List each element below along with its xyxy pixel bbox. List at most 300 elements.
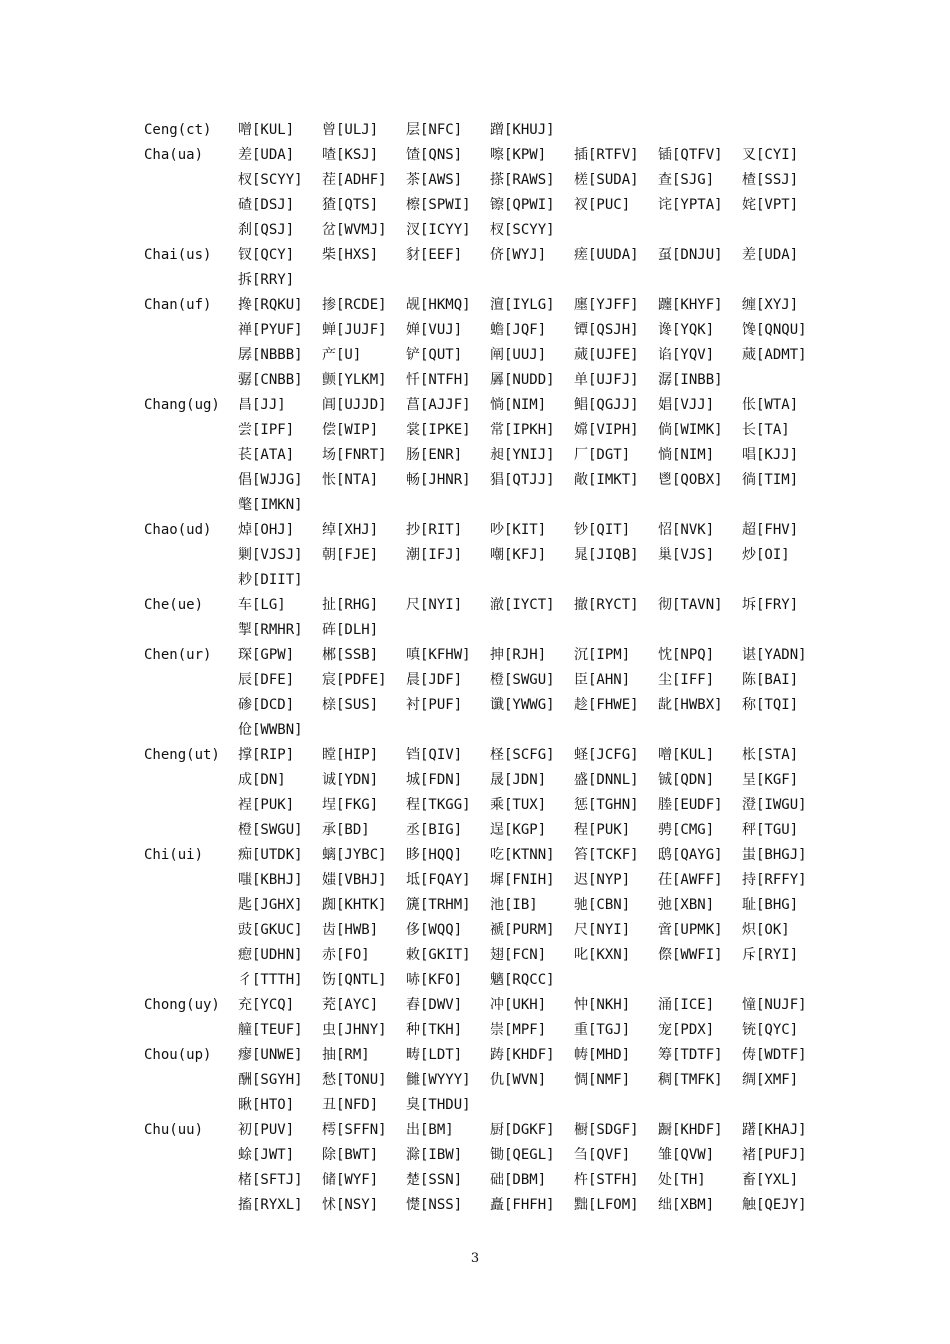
character-code: 碜[DCD] xyxy=(238,697,295,713)
character-code: 彳[TTTH] xyxy=(238,972,303,988)
character-code-grid xyxy=(238,1043,826,1118)
character-code: 昶[YNIJ] xyxy=(490,447,555,463)
character-code: 镲[QPWI] xyxy=(490,197,555,213)
character-code: 涌[ICE] xyxy=(658,997,715,1013)
character-code-grid xyxy=(238,1118,826,1218)
character-code: 城[FDN] xyxy=(406,772,463,788)
character-code: 绌[XBM] xyxy=(658,1197,715,1213)
character-code: 蟾[JQF] xyxy=(490,322,547,338)
character-code: 衩[PUC] xyxy=(574,197,631,213)
character-code: 抄[RIT] xyxy=(406,522,463,538)
character-code: 钗[QCY] xyxy=(238,247,295,263)
character-code: 弛[XBN] xyxy=(658,897,715,913)
character-code: 骣[CNBB] xyxy=(238,372,303,388)
character-code: 艟[TEUF] xyxy=(238,1022,303,1038)
character-code: 樗[SFFN] xyxy=(322,1122,387,1138)
character-code: 迟[NYP] xyxy=(574,872,631,888)
character-code: 阐[UUJ] xyxy=(490,347,547,363)
character-code: 诧[YPTA] xyxy=(658,197,723,213)
character-code: 乘[TUX] xyxy=(490,797,547,813)
character-code: 产[U] xyxy=(322,347,362,363)
character-code: 琛[GPW] xyxy=(238,647,295,663)
character-code: 畜[YXL] xyxy=(742,1172,799,1188)
character-code: 程[TKGG] xyxy=(406,797,471,813)
character-code: 仇[WVN] xyxy=(490,1072,547,1088)
pinyin-entry xyxy=(144,393,826,518)
character-code: 稠[TMFK] xyxy=(658,1072,723,1088)
character-code: 雠[WYYY] xyxy=(406,1072,471,1088)
character-code: 馇[QNS] xyxy=(406,147,463,163)
character-code: 筹[TDTF] xyxy=(658,1047,723,1063)
character-code: 谄[YQV] xyxy=(658,347,715,363)
character-code: 羼[NUDD] xyxy=(490,372,555,388)
character-code: 驰[CBN] xyxy=(574,897,631,913)
character-code-grid xyxy=(238,593,826,643)
pinyin-entry xyxy=(144,593,826,643)
character-code: 除[BWT] xyxy=(322,1147,379,1163)
character-code: 敕[GKIT] xyxy=(406,947,471,963)
character-code: 单[UJFJ] xyxy=(574,372,639,388)
character-code: 鸱[QAYG] xyxy=(658,847,723,863)
character-code: 潮[IFJ] xyxy=(406,547,463,563)
character-code: 孱[NBBB] xyxy=(238,347,303,363)
character-code: 觇[HKMQ] xyxy=(406,297,471,313)
character-code: 噌[KUL] xyxy=(658,747,715,763)
character-code: 冲[UKH] xyxy=(490,997,547,1013)
character-code: 差[UDA] xyxy=(742,247,799,263)
character-code: 刹[QSJ] xyxy=(238,222,295,238)
pinyin-label: Ceng(ct) xyxy=(144,122,212,138)
character-code: 沉[IPM] xyxy=(574,647,631,663)
character-code: 啻[UPMK] xyxy=(658,922,723,938)
character-code: 笞[TCKF] xyxy=(574,847,639,863)
character-code: 傺[WWFI] xyxy=(658,947,723,963)
pinyin-entry xyxy=(144,243,826,293)
character-code: 搽[RAWS] xyxy=(490,172,555,188)
character-code-grid xyxy=(238,518,826,593)
character-code: 褚[PUFJ] xyxy=(742,1147,807,1163)
character-code: 哧[KFO] xyxy=(406,972,463,988)
character-code: 舂[DWV] xyxy=(406,997,463,1013)
character-code: 滁[IBW] xyxy=(406,1147,463,1163)
character-code: 杈[SCYY] xyxy=(238,172,303,188)
character-code: 黜[LFOM] xyxy=(574,1197,639,1213)
character-code: 澈[IYCT] xyxy=(490,597,555,613)
character-code: 榇[SUS] xyxy=(322,697,379,713)
character-code: 铛[QIV] xyxy=(406,747,463,763)
character-code: 查[SJG] xyxy=(658,172,715,188)
character-code: 躔[KHYF] xyxy=(658,297,723,313)
character-code: 赤[FO] xyxy=(322,947,370,963)
character-code: 惝[NIM] xyxy=(490,397,547,413)
character-code-grid xyxy=(238,993,826,1043)
character-code: 痴[UTDK] xyxy=(238,847,303,863)
character-code: 宸[PDFE] xyxy=(322,672,387,688)
pinyin-entry xyxy=(144,518,826,593)
character-code: 氅[IMKN] xyxy=(238,497,303,513)
pinyin-entry xyxy=(144,293,826,393)
character-code: 饬[QNTL] xyxy=(322,972,387,988)
character-code: 缠[XYJ] xyxy=(742,297,799,313)
character-code: 裳[IPKE] xyxy=(406,422,471,438)
character-code: 差[UDA] xyxy=(238,147,295,163)
character-code: 怅[NTA] xyxy=(322,472,379,488)
character-code: 秤[TGU] xyxy=(742,822,799,838)
character-code: 忱[NPQ] xyxy=(658,647,715,663)
character-code: 郴[SSB] xyxy=(322,647,379,663)
character-code: 趁[FHWE] xyxy=(574,697,639,713)
page-number: 3 xyxy=(470,1251,480,1266)
character-code: 惩[TGHN] xyxy=(574,797,639,813)
character-code: 雏[QVW] xyxy=(658,1147,715,1163)
character-code: 眵[HQQ] xyxy=(406,847,463,863)
character-code: 楮[SFTJ] xyxy=(238,1172,303,1188)
character-code: 锸[QTFV] xyxy=(658,147,723,163)
character-code: 苌[ATA] xyxy=(238,447,295,463)
character-code: 楚[SSN] xyxy=(406,1172,463,1188)
character-code: 蒇[ADMT] xyxy=(742,347,807,363)
character-code: 搀[RQKU] xyxy=(238,297,303,313)
character-code: 绰[XHJ] xyxy=(322,522,379,538)
character-code: 抻[RJH] xyxy=(490,647,547,663)
character-code: 阊[UJJD] xyxy=(322,397,387,413)
character-code: 承[BD] xyxy=(322,822,370,838)
character-code: 厂[DGT] xyxy=(574,447,631,463)
character-code: 瞅[HTO] xyxy=(238,1097,295,1113)
character-code: 丞[BIG] xyxy=(406,822,463,838)
character-code: 柽[SCFG] xyxy=(490,747,555,763)
character-code: 重[TGJ] xyxy=(574,1022,631,1038)
pinyin-label: Chu(uu) xyxy=(144,1122,204,1138)
character-code: 焯[OHJ] xyxy=(238,522,295,538)
pinyin-entry xyxy=(144,1118,826,1218)
character-code: 吵[KIT] xyxy=(490,522,547,538)
character-code: 铳[QYC] xyxy=(742,1022,799,1038)
character-code: 踌[KHDF] xyxy=(490,1047,555,1063)
character-code-grid xyxy=(238,293,826,393)
character-code: 愁[TONU] xyxy=(322,1072,387,1088)
character-code: 触[QEJY] xyxy=(742,1197,807,1213)
character-code: 朝[FJE] xyxy=(322,547,379,563)
pinyin-index-list xyxy=(144,118,826,1218)
character-code: 侪[WYJ] xyxy=(490,247,547,263)
character-code: 嘲[KFJ] xyxy=(490,547,547,563)
character-code: 程[PUK] xyxy=(574,822,631,838)
character-code: 撑[RIP] xyxy=(238,747,295,763)
character-code: 汊[ICYY] xyxy=(406,222,471,238)
character-code: 俦[WDTF] xyxy=(742,1047,807,1063)
pinyin-label: Chi(ui) xyxy=(144,847,204,863)
character-code: 橙[SWGU] xyxy=(490,672,555,688)
character-code: 侈[WQQ] xyxy=(406,922,463,938)
pinyin-label: Chou(up) xyxy=(144,1047,212,1063)
character-code: 抽[RM] xyxy=(322,1047,370,1063)
pinyin-label: Cheng(ut) xyxy=(144,747,220,763)
character-code: 偿[WIP] xyxy=(322,422,379,438)
character-code: 掣[RMHR] xyxy=(238,622,303,638)
character-code: 处[TH] xyxy=(658,1172,706,1188)
character-code: 怵[NSY] xyxy=(322,1197,379,1213)
character-code: 炒[OI] xyxy=(742,547,790,563)
character-code: 楂[SSJ] xyxy=(742,172,799,188)
character-code: 裎[PUK] xyxy=(238,797,295,813)
character-code: 蒇[UJFE] xyxy=(574,347,639,363)
character-code: 橱[SDGF] xyxy=(574,1122,639,1138)
character-code: 车[LG] xyxy=(238,597,286,613)
character-code: 猖[QTJJ] xyxy=(490,472,555,488)
character-code: 谶[YWWG] xyxy=(490,697,555,713)
character-code: 颤[YLKM] xyxy=(322,372,387,388)
character-code: 称[TQI] xyxy=(742,697,799,713)
character-code: 瘥[UUDA] xyxy=(574,247,639,263)
character-code: 埕[FKG] xyxy=(322,797,379,813)
character-code: 岔[WVMJ] xyxy=(322,222,387,238)
character-code: 蚩[BHGJ] xyxy=(742,847,807,863)
character-code: 晨[JDF] xyxy=(406,672,463,688)
pinyin-entry xyxy=(144,643,826,743)
character-code: 呈[KGF] xyxy=(742,772,799,788)
character-code: 肠[ENR] xyxy=(406,447,463,463)
character-code: 杈[SCYY] xyxy=(490,222,555,238)
character-code: 剿[VJSJ] xyxy=(238,547,303,563)
character-code-grid xyxy=(238,243,826,293)
character-code: 潺[INBB] xyxy=(658,372,723,388)
character-code: 瞠[HIP] xyxy=(322,747,379,763)
character-code: 钞[QIT] xyxy=(574,522,631,538)
character-code: 插[RTFV] xyxy=(574,147,639,163)
character-code: 喳[KSJ] xyxy=(322,147,379,163)
character-code: 蹰[KHDF] xyxy=(658,1122,723,1138)
character-code: 绸[XMF] xyxy=(742,1072,799,1088)
character-code: 巢[VJS] xyxy=(658,547,715,563)
pinyin-entry xyxy=(144,993,826,1043)
pinyin-label: Che(ue) xyxy=(144,597,204,613)
character-code: 镡[QSJH] xyxy=(574,322,639,338)
character-code: 伧[WWBN] xyxy=(238,722,303,738)
pinyin-label: Chao(ud) xyxy=(144,522,212,538)
character-code: 拆[RRY] xyxy=(238,272,295,288)
character-code: 辰[DFE] xyxy=(238,672,295,688)
character-code: 茶[AWS] xyxy=(406,172,463,188)
character-code: 姹[VPT] xyxy=(742,197,799,213)
character-code: 出[BM] xyxy=(406,1122,454,1138)
pinyin-entry xyxy=(144,843,826,993)
character-code: 瘛[UDHN] xyxy=(238,947,303,963)
character-code: 杵[STFH] xyxy=(574,1172,639,1188)
character-code: 媸[VBHJ] xyxy=(322,872,387,888)
character-code: 储[WYF] xyxy=(322,1172,379,1188)
character-code: 嗔[KFHW] xyxy=(406,647,471,663)
pinyin-label: Chang(ug) xyxy=(144,397,220,413)
character-code: 陈[BAI] xyxy=(742,672,799,688)
character-code: 吃[KTNN] xyxy=(490,847,555,863)
character-code: 墀[FNIH] xyxy=(490,872,555,888)
character-code: 蹭[KHUJ] xyxy=(490,122,555,138)
character-code: 篪[TRHM] xyxy=(406,897,471,913)
character-code-grid xyxy=(238,393,826,518)
character-code: 铖[QDN] xyxy=(658,772,715,788)
character-code: 塍[EUDF] xyxy=(658,797,723,813)
character-code: 唱[KJJ] xyxy=(742,447,799,463)
character-code: 蛏[JCFG] xyxy=(574,747,639,763)
character-code: 躇[KHAJ] xyxy=(742,1122,807,1138)
character-code: 搐[RYXL] xyxy=(238,1197,303,1213)
character-code: 禅[PYUF] xyxy=(238,322,303,338)
character-code: 螭[JYBC] xyxy=(322,847,387,863)
character-code: 憧[NUJF] xyxy=(742,997,807,1013)
character-code: 锄[QEGL] xyxy=(490,1147,555,1163)
character-code: 长[TA] xyxy=(742,422,790,438)
character-code: 砗[DLH] xyxy=(322,622,379,638)
character-code: 彻[TAVN] xyxy=(658,597,723,613)
character-code: 豉[GKUC] xyxy=(238,922,303,938)
character-code: 铲[QUT] xyxy=(406,347,463,363)
character-code: 嫦[VIPH] xyxy=(574,422,639,438)
character-code: 酬[SGYH] xyxy=(238,1072,303,1088)
character-code: 常[IPKH] xyxy=(490,422,555,438)
character-code: 伥[WTA] xyxy=(742,397,799,413)
character-code: 臭[THDU] xyxy=(406,1097,471,1113)
character-code: 谌[YADN] xyxy=(742,647,807,663)
character-code: 齿[HWB] xyxy=(322,922,379,938)
character-code: 匙[JGHX] xyxy=(238,897,303,913)
character-code: 叉[CYI] xyxy=(742,147,799,163)
character-code: 翅[FCN] xyxy=(490,947,547,963)
character-code: 掺[RCDE] xyxy=(322,297,387,313)
character-code: 厨[DGKF] xyxy=(490,1122,555,1138)
character-code: 踟[KHTK] xyxy=(322,897,387,913)
character-code: 婵[VUJ] xyxy=(406,322,463,338)
character-code: 种[TKH] xyxy=(406,1022,463,1038)
character-code: 超[FHV] xyxy=(742,522,799,538)
character-code: 曾[ULJ] xyxy=(322,122,379,138)
character-code: 娼[VJJ] xyxy=(658,397,715,413)
character-code: 尺[NYI] xyxy=(406,597,463,613)
character-code: 场[FNRT] xyxy=(322,447,387,463)
character-code: 矗[FHFH] xyxy=(490,1197,555,1213)
character-code: 廛[YJFF] xyxy=(574,297,639,313)
character-code: 鲳[QGJJ] xyxy=(574,397,639,413)
character-code: 斥[RYI] xyxy=(742,947,799,963)
character-code: 初[PUV] xyxy=(238,1122,295,1138)
character-code: 澄[IWGU] xyxy=(742,797,807,813)
character-code: 倡[WJJG] xyxy=(238,472,303,488)
character-code-grid xyxy=(238,743,826,843)
character-code: 崇[MPF] xyxy=(490,1022,547,1038)
character-code: 魑[RQCC] xyxy=(490,972,555,988)
character-code-grid xyxy=(238,143,826,243)
character-code: 褫[PURM] xyxy=(490,922,555,938)
character-code: 耻[BHG] xyxy=(742,897,799,913)
character-code: 碴[DSJ] xyxy=(238,197,295,213)
character-code: 帱[MHD] xyxy=(574,1047,631,1063)
character-code-grid xyxy=(238,118,826,143)
character-code: 持[RFFY] xyxy=(742,872,807,888)
character-code: 础[DBM] xyxy=(490,1172,547,1188)
pinyin-entry xyxy=(144,1043,826,1118)
character-code: 虫[JHNY] xyxy=(322,1022,387,1038)
character-code: 倘[WIMK] xyxy=(658,422,723,438)
character-code: 嚓[KPW] xyxy=(490,147,547,163)
character-code-grid xyxy=(238,843,826,993)
character-code: 晁[JIQB] xyxy=(574,547,639,563)
character-code: 晟[JDN] xyxy=(490,772,547,788)
character-code: 茌[AWFF] xyxy=(658,872,723,888)
character-code: 槎[SUDA] xyxy=(574,172,639,188)
character-code: 叱[KXN] xyxy=(574,947,631,963)
character-code: 衬[PUF] xyxy=(406,697,463,713)
character-code: 谗[YQK] xyxy=(658,322,715,338)
character-code: 尘[IFF] xyxy=(658,672,715,688)
character-code: 忏[NTFH] xyxy=(406,372,471,388)
character-code: 敞[IMKT] xyxy=(574,472,639,488)
pinyin-label: Chong(uy) xyxy=(144,997,220,1013)
character-code: 嗤[KBHJ] xyxy=(238,872,303,888)
character-code: 丑[NFD] xyxy=(322,1097,379,1113)
pinyin-entry xyxy=(144,143,826,243)
character-code: 层[NFC] xyxy=(406,122,463,138)
character-code: 橙[SWGU] xyxy=(238,822,303,838)
character-code: 忡[NKH] xyxy=(574,997,631,1013)
character-code: 昌[JJ] xyxy=(238,397,286,413)
pinyin-entry xyxy=(144,118,826,143)
character-code: 猹[QTS] xyxy=(322,197,379,213)
character-code: 菖[AJJF] xyxy=(406,397,471,413)
character-code: 鬯[QOBX] xyxy=(658,472,723,488)
character-code: 刍[QVF] xyxy=(574,1147,631,1163)
character-code: 徜[TIM] xyxy=(742,472,799,488)
pinyin-label: Cha(ua) xyxy=(144,147,204,163)
character-code: 柴[HXS] xyxy=(322,247,379,263)
character-code: 馋[QNQU] xyxy=(742,322,807,338)
character-code: 蝉[JUJF] xyxy=(322,322,387,338)
character-code: 宠[PDX] xyxy=(658,1022,715,1038)
character-code: 尝[IPF] xyxy=(238,422,295,438)
character-code: 畴[LDT] xyxy=(406,1047,463,1063)
character-code: 扯[RHG] xyxy=(322,597,379,613)
character-code: 成[DN] xyxy=(238,772,286,788)
character-code: 澶[IYLG] xyxy=(490,297,555,313)
character-code: 檫[SPWI] xyxy=(406,197,471,213)
character-code: 茺[AYC] xyxy=(322,997,379,1013)
pinyin-label: Chai(us) xyxy=(144,247,212,263)
character-code: 龀[HWBX] xyxy=(658,697,723,713)
character-code: 憷[NSS] xyxy=(406,1197,463,1213)
character-code: 骋[CMG] xyxy=(658,822,715,838)
pinyin-label: Chen(ur) xyxy=(144,647,212,663)
character-code-grid xyxy=(238,643,826,743)
character-code: 畅[JHNR] xyxy=(406,472,471,488)
character-code: 臣[AHN] xyxy=(574,672,631,688)
character-code: 茬[ADHF] xyxy=(322,172,387,188)
character-code: 惆[NMF] xyxy=(574,1072,631,1088)
character-code: 枨[STA] xyxy=(742,747,799,763)
character-code: 惝[NIM] xyxy=(658,447,715,463)
character-code: 诚[YDN] xyxy=(322,772,379,788)
pinyin-entry xyxy=(144,743,826,843)
character-code: 池[IB] xyxy=(490,897,538,913)
character-code: 蜍[JWT] xyxy=(238,1147,295,1163)
character-code: 虿[DNJU] xyxy=(658,247,723,263)
character-code: 耖[DIIT] xyxy=(238,572,303,588)
character-code: 炽[OK] xyxy=(742,922,790,938)
pinyin-label: Chan(uf) xyxy=(144,297,212,313)
character-code: 噌[KUL] xyxy=(238,122,295,138)
character-code: 逞[KGP] xyxy=(490,822,547,838)
character-code: 充[YCQ] xyxy=(238,997,295,1013)
character-code: 瘳[UNWE] xyxy=(238,1047,303,1063)
character-code: 坼[FRY] xyxy=(742,597,799,613)
